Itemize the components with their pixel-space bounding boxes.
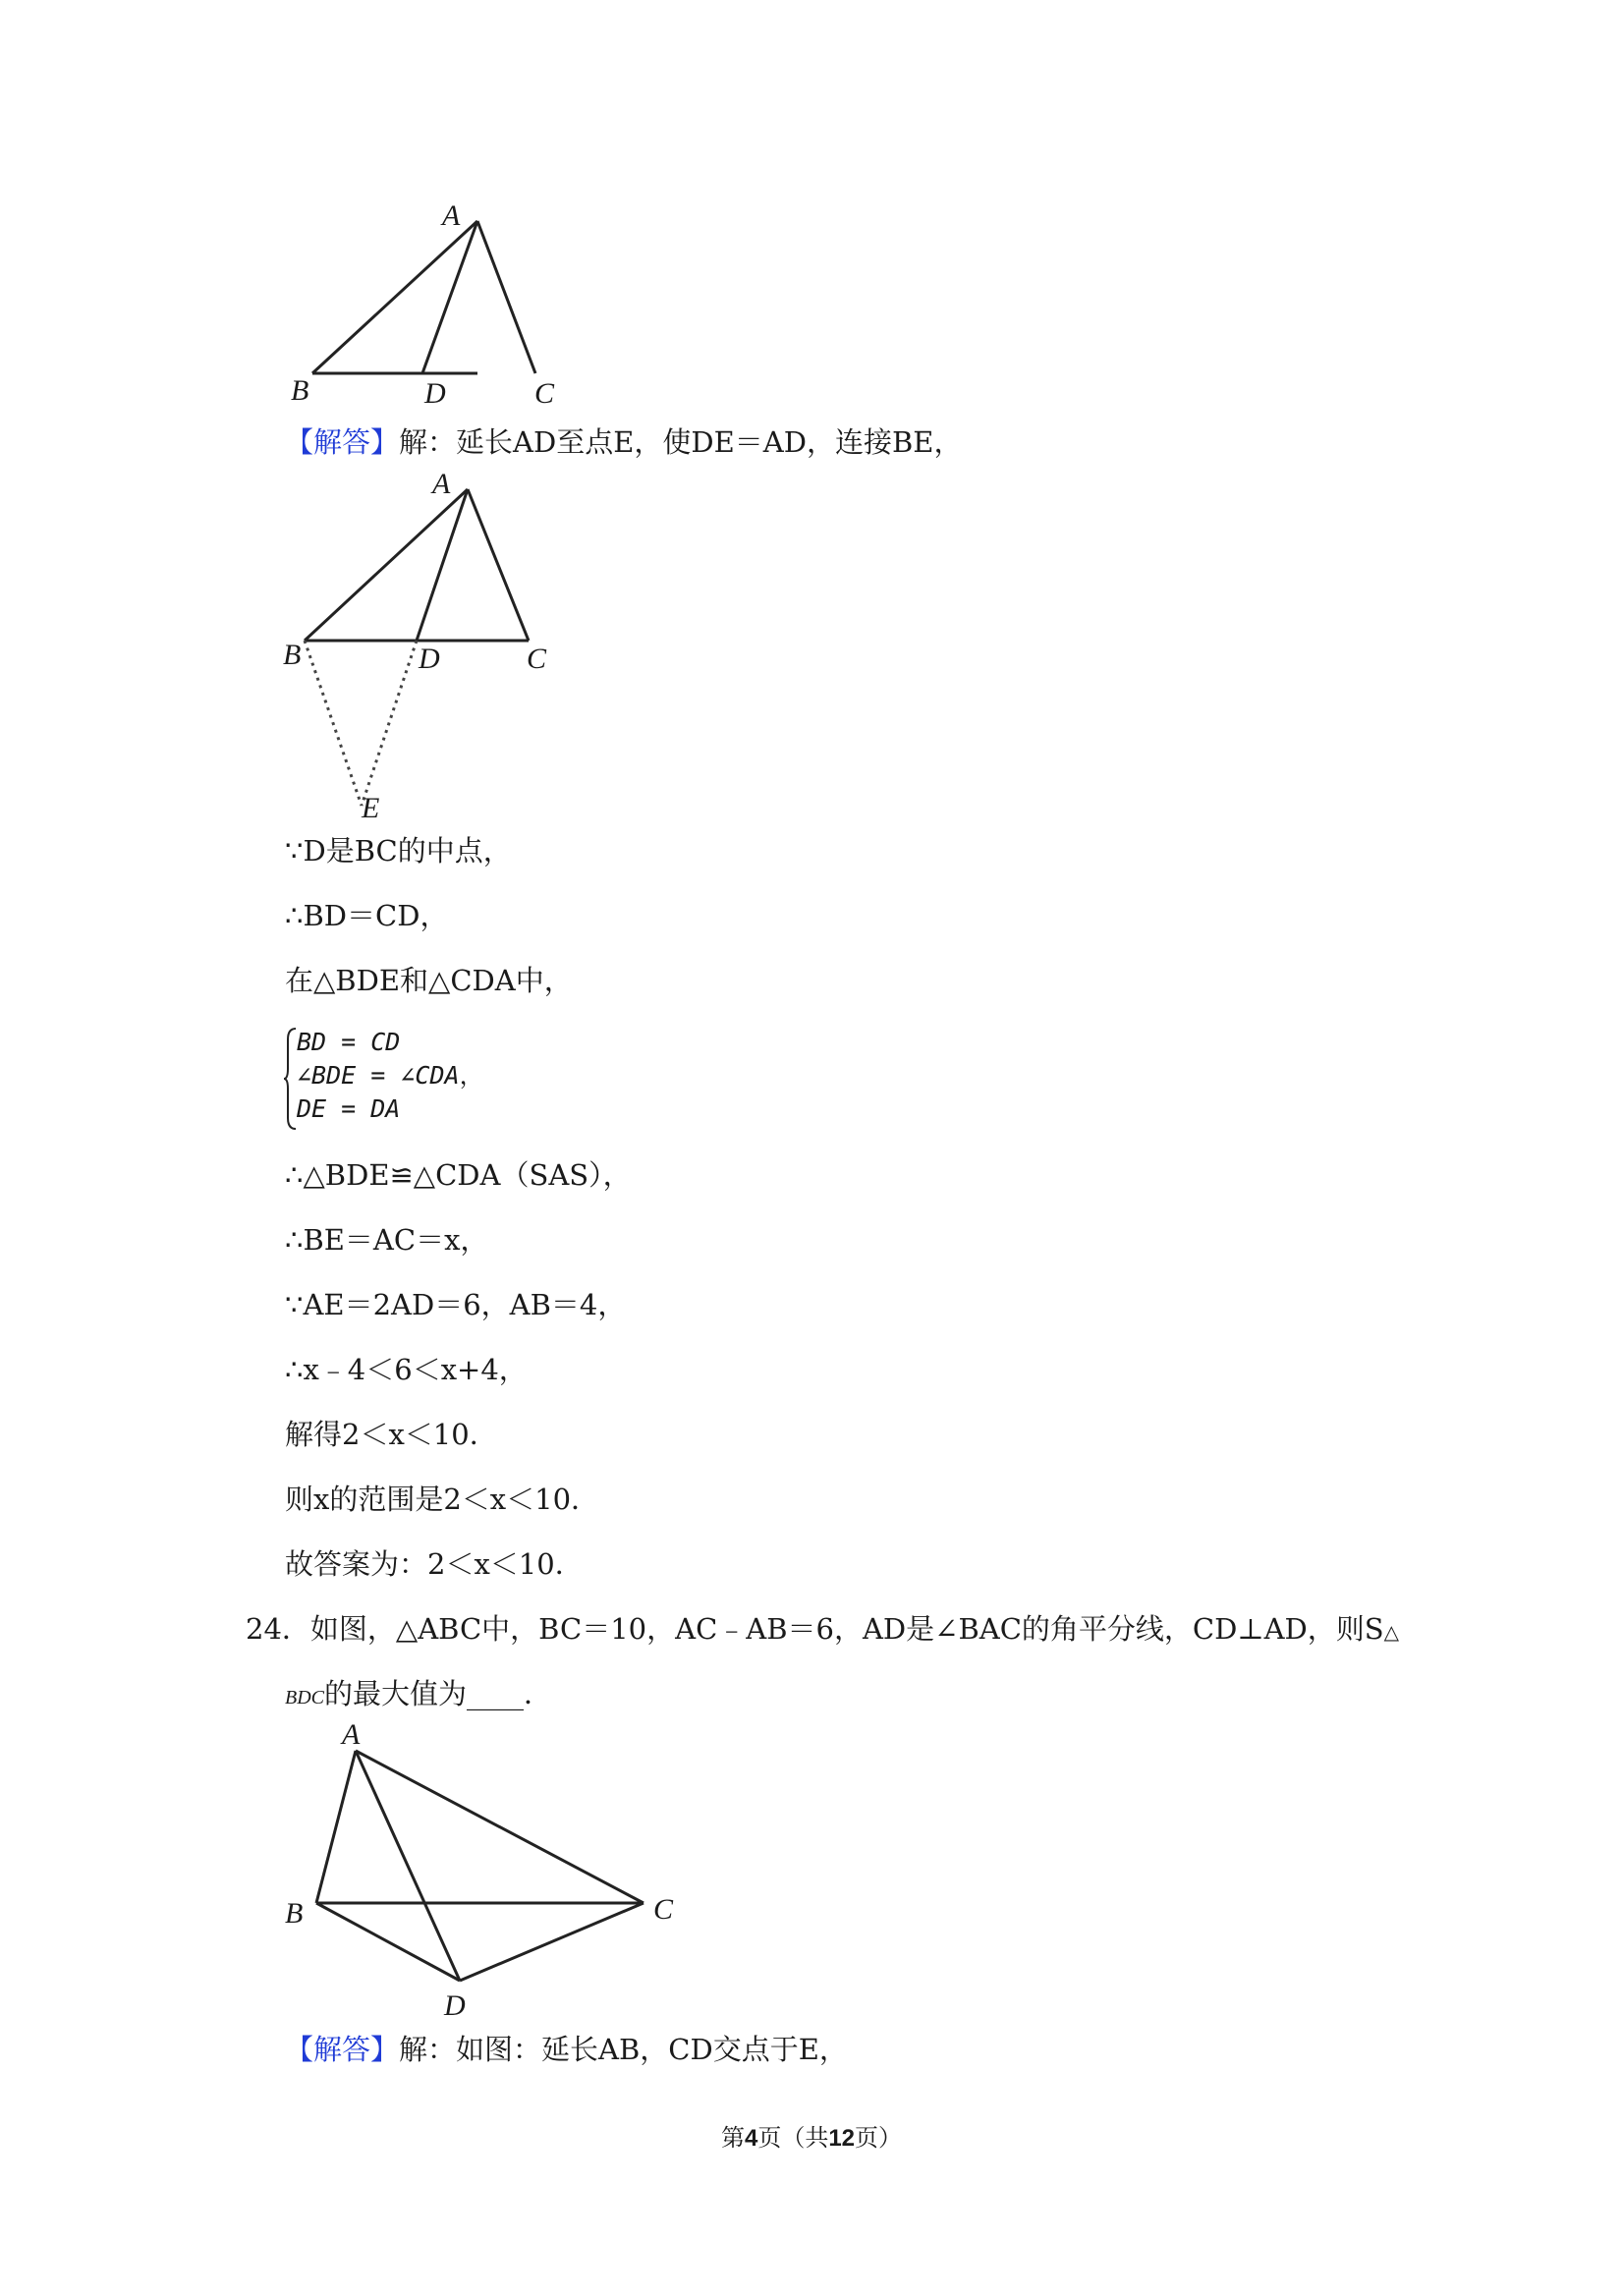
equation-row-tail: ， — [459, 1061, 484, 1090]
equation-system — [283, 1026, 578, 1132]
vertex-label-d: D — [424, 377, 446, 410]
footer-page-number: 4 — [744, 2125, 758, 2152]
figure-triangle-abc-median — [275, 201, 570, 413]
footer-prefix: 第 — [720, 2124, 745, 2152]
step-line: ∴BD＝CD， — [285, 899, 449, 932]
question-24-subscript: △ — [1383, 1620, 1400, 1644]
step-line: ∵D是BC的中点， — [285, 834, 512, 868]
vertex-label-b: B — [285, 1897, 304, 1930]
vertex-label-c: C — [534, 377, 555, 410]
equation-row: DE = DA — [297, 1094, 401, 1123]
solution-2-intro — [285, 2030, 848, 2069]
footer-suffix: 页） — [855, 2124, 903, 2152]
question-24-subscript-bdc: BDC — [285, 1687, 324, 1708]
vertex-label-b: B — [291, 374, 309, 407]
vertex-label-b: B — [283, 639, 302, 671]
equation-row — [297, 1059, 484, 1092]
left-brace-icon — [283, 1026, 297, 1132]
step-line: 在△BDE和△CDA中， — [285, 964, 573, 997]
vertex-label-a: A — [432, 472, 451, 500]
equation-row: BD = CD — [297, 1028, 401, 1056]
question-24-text: 24．如图，△ABC中，BC＝10，AC﹣AB＝6，AD是∠BAC的角平分线，CD⊥AD，则S — [246, 1612, 1384, 1646]
vertex-label-e: E — [362, 792, 380, 824]
figure-extended-median — [275, 472, 570, 825]
step-line: 解得2＜x＜10． — [285, 1418, 498, 1451]
equation-row-text: ∠BDE = ∠CDA — [297, 1061, 460, 1090]
page-footer — [0, 2118, 1623, 2153]
step-line: ∴BE＝AC＝x， — [285, 1223, 489, 1257]
footer-total-pages: 12 — [828, 2125, 856, 2152]
vertex-label-a: A — [442, 201, 461, 232]
step-line: ∵AE＝2AD＝6，AB＝4， — [285, 1288, 627, 1321]
step-line: 则x的范围是2＜x＜10． — [285, 1483, 600, 1516]
figure-triangle-abc-bisector — [275, 1714, 688, 2024]
vertex-label-d: D — [419, 643, 440, 675]
solution-intro — [285, 422, 962, 462]
question-24-line1 — [246, 1609, 1399, 1652]
solution-intro-text: 解：延长AD至点E，使DE＝AD，连接BE， — [399, 425, 963, 459]
answer-tag: 【解答】 — [285, 2033, 400, 2066]
step-line: 故答案为：2＜x＜10． — [285, 1547, 584, 1581]
step-line: ∴△BDE≌△CDA（SAS）， — [285, 1158, 632, 1192]
question-24-line2 — [285, 1674, 552, 1717]
vertex-label-d: D — [444, 1989, 466, 2022]
vertex-label-a: A — [342, 1718, 361, 1751]
vertex-label-c: C — [527, 643, 547, 675]
solution-2-text: 解：如图：延长AB，CD交点于E， — [399, 2033, 848, 2066]
footer-middle: 页（共 — [757, 2124, 829, 2152]
question-24-blank-text: 的最大值为____． — [324, 1677, 553, 1710]
step-line: ∴x﹣4＜6＜x+4， — [285, 1353, 528, 1386]
answer-tag: 【解答】 — [285, 425, 400, 459]
vertex-label-c: C — [653, 1893, 674, 1926]
